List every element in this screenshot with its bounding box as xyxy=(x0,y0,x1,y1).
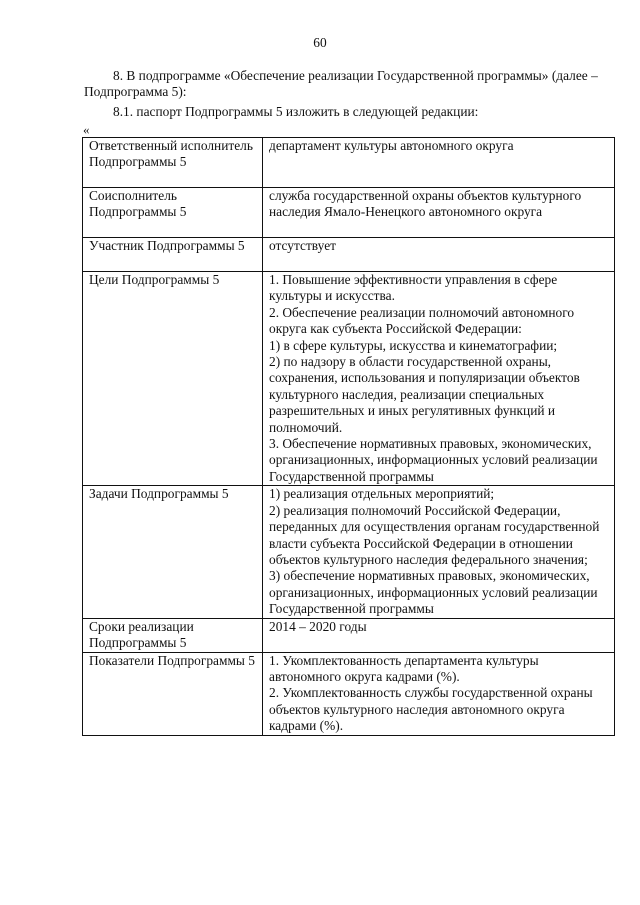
value-line: 2014 – 2020 годы xyxy=(269,618,367,634)
intro-paragraph-1: 8. В подпрограмме «Обеспечение реализации Государственной программы» (далее – Подпрограмма 5): xyxy=(84,68,598,100)
value-line: 1) реализация отдельных мероприятий; xyxy=(269,486,495,502)
row-value xyxy=(263,618,615,652)
row-label: Показатели Подпрограммы 5 xyxy=(83,652,263,735)
value-line: 2) реализация полномочий Российской Федерации, переданных для осуществления органам государственной власти субъекта Российской Федерации в отношении объектов культурного наследия федерального значения; xyxy=(269,502,600,567)
value-line: 1) в сфере культуры, искусства и кинематографии; xyxy=(269,337,558,353)
row-value xyxy=(263,272,615,486)
row-value xyxy=(263,188,615,238)
value-line: 1. Повышение эффективности управления в сфере культуры и искусства. xyxy=(269,272,558,304)
table-row xyxy=(83,188,615,238)
value-line: 2. Обеспечение реализации полномочий автономного округа как субъекта Российской Федерации: xyxy=(269,304,575,337)
table-row xyxy=(83,238,615,272)
row-label: Задачи Подпрограммы 5 xyxy=(83,486,263,618)
row-value xyxy=(263,652,615,735)
row-value xyxy=(263,238,615,272)
value-line: служба государственной охраны объектов культурного наследия Ямало-Ненецкого автономного округа xyxy=(269,188,582,220)
value-line: отсутствует xyxy=(269,238,336,253)
row-label: Сроки реализации Подпрограммы 5 xyxy=(83,618,263,652)
table-row xyxy=(83,652,615,735)
opening-quote-mark: « xyxy=(83,122,90,137)
intro-paragraph-2: 8.1. паспорт Подпрограммы 5 изложить в следующей редакции: xyxy=(113,104,479,119)
value-line: 3) обеспечение нормативных правовых, экономических, организационных, информационных условий реализации Государственной программы xyxy=(269,568,598,617)
value-line: департамент культуры автономного округа xyxy=(269,138,514,153)
table-row xyxy=(83,272,615,486)
value-line: 2. Укомплектованность службы государственной охраны объектов культурного наследия автономного округа кадрами (%). xyxy=(269,685,593,734)
value-line: 2) по надзору в области государственной охраны, сохранения, использования и популяризации объектов культурного наследия, реализации специальных разрешительных и иных регулятивных функций и полномочий. xyxy=(269,354,580,435)
page-number: 60 xyxy=(313,35,327,50)
row-value xyxy=(263,138,615,188)
table-row xyxy=(83,486,615,618)
row-label: Участник Подпрограммы 5 xyxy=(83,238,263,272)
table-row xyxy=(83,138,615,188)
table-row xyxy=(83,618,615,652)
subprogram-passport-table xyxy=(82,137,615,736)
value-line: 1. Укомплектованность департамента культуры автономного округа кадрами (%). xyxy=(269,652,539,684)
row-label: Соисполнитель Подпрограммы 5 xyxy=(83,188,263,238)
row-value xyxy=(263,486,615,618)
row-label: Цели Подпрограммы 5 xyxy=(83,272,263,486)
value-line: 3. Обеспечение нормативных правовых, экономических, организационных, информационных условий реализации Государственной программы xyxy=(269,436,598,484)
row-label: Ответственный исполнитель Подпрограммы 5 xyxy=(83,138,263,188)
